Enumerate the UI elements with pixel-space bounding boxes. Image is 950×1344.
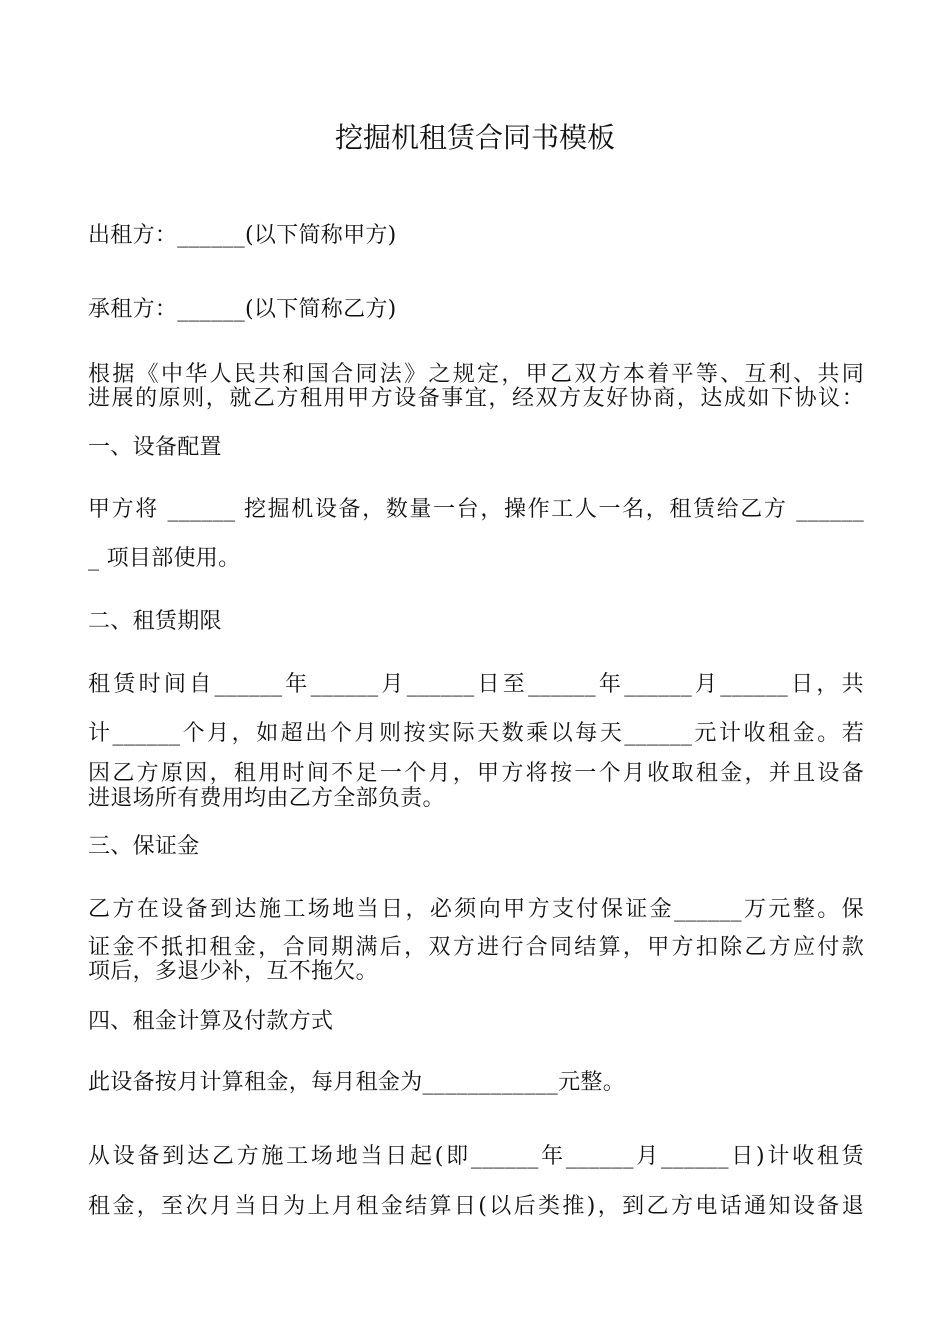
section-4-line-3: 租金，至次月当日为上月租金结算日(以后类推)，到乙方电话通知设备退 (88, 1194, 864, 1219)
section-1-line-1: 甲方将 ______ 挖掘机设备，数量一台，操作工人一名，租赁给乙方 ______ (88, 497, 864, 522)
document-title: 挖掘机租赁合同书模板 (334, 121, 615, 154)
section-2-line-1: 租赁时间自______年______月______日至______年______月______日，共 (88, 672, 864, 697)
preamble-line-1: 根据《中华人民共和国合同法》之规定，甲乙双方本着平等、互利、共同 (88, 362, 864, 387)
section-2-line-4: 进退场所有费用均由乙方全部负责。 (88, 786, 445, 811)
lessor-line: 出租方：______(以下简称甲方) (88, 223, 397, 248)
section-4-line-1: 此设备按月计算租金，每月租金为____________元整。 (88, 1070, 626, 1095)
section-4-heading: 四、租金计算及付款方式 (88, 1009, 334, 1034)
preamble-line-2: 进展的原则，就乙方租用甲方设备事宜，经双方友好协商，达成如下协议： (88, 386, 864, 411)
lessee-line: 承租方：______(以下简称乙方) (88, 297, 397, 322)
section-2-heading: 二、租赁期限 (88, 609, 222, 634)
section-3-line-2: 证金不抵扣租金，合同期满后，双方进行合同结算，甲方扣除乙方应付款 (88, 935, 864, 960)
section-3-line-3: 项后，多退少补，互不拖欠。 (88, 959, 378, 984)
section-1-line-2: _ 项目部使用。 (88, 546, 241, 571)
section-3-line-1: 乙方在设备到达施工场地当日，必须向甲方支付保证金______万元整。保 (88, 897, 864, 922)
section-1-heading: 一、设备配置 (88, 435, 222, 460)
section-2-line-2: 计______个月，如超出个月则按实际天数乘以每天______元计收租金。若 (88, 721, 864, 746)
section-4-line-2: 从设备到达乙方施工场地当日起(即______年______月______日)计收租赁 (88, 1144, 864, 1169)
section-2-line-3: 因乙方原因，租用时间不足一个月，甲方将按一个月收取租金，并且设备 (88, 761, 864, 786)
section-3-heading: 三、保证金 (88, 834, 200, 859)
